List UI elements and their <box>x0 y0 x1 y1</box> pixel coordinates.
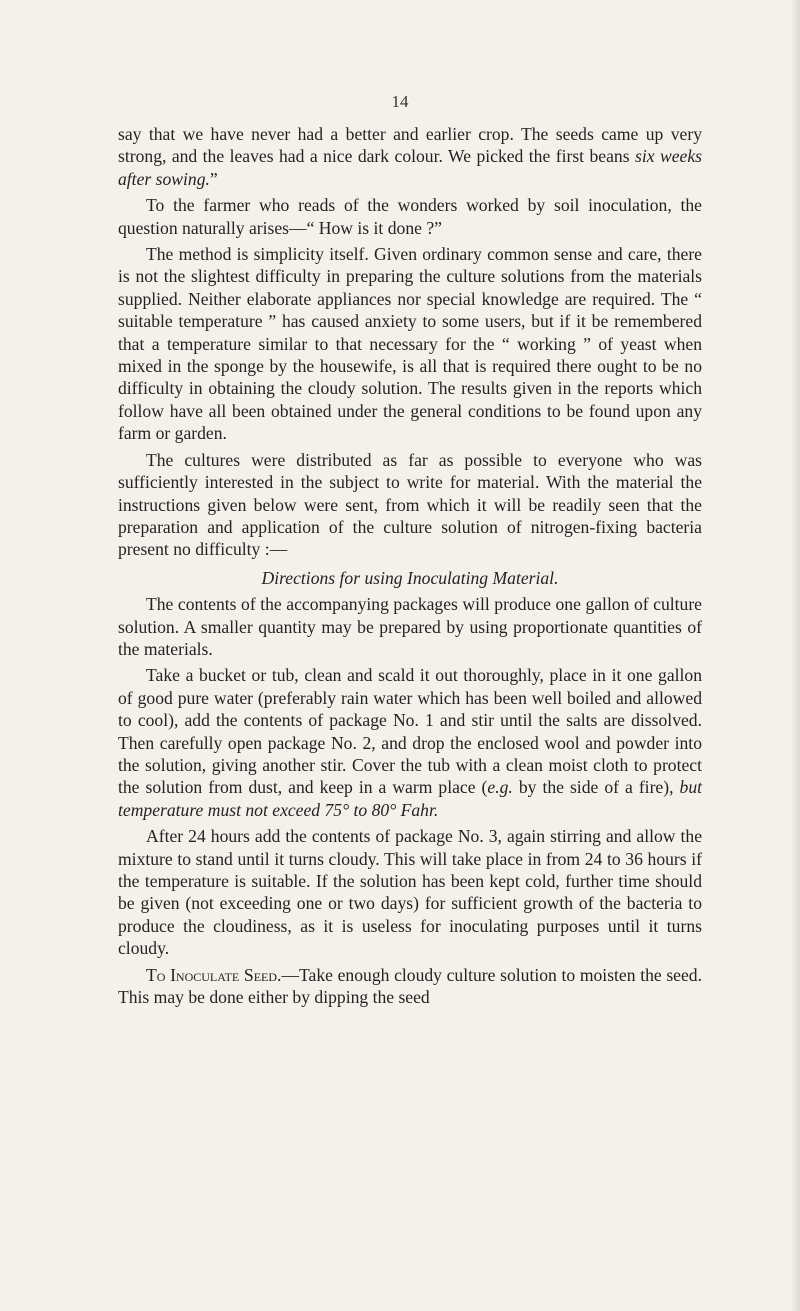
section-heading: Directions for using Inoculating Material. <box>261 567 559 588</box>
p6-text-a: Take a bucket or tub, clean and scald it out thoroughly, place in it one gallon of good pure water (preferably rain water which has been well boiled and allowed to cool), add the contents of package No. 1 and stir until the salts are dissolved. Then carefully open package No. 2, and drop the enclosed wool and powder into the solution, giving another stir. Cover the tub with a clean moist cloth to protect the solution from dust, and keep in a warm place ( <box>118 665 702 798</box>
p1-text: say that we have never had a better and earlier crop. The seeds came up very strong, and the leaves had a nice dark colour. We picked the first beans <box>118 124 702 167</box>
paragraph-preparation <box>118 664 702 821</box>
paragraph-distribution: The cultures were distributed as far as possible to everyone who was sufficiently interested in the subject to write for material. With the material the instructions given below were sent, from which it will be readily seen that the preparation and application of the culture solution of nitrogen-fixing bacteria present no difficulty :— <box>118 449 702 560</box>
body-text <box>118 123 702 1008</box>
inoculate-seed-label: To Inoculate Seed. <box>146 964 282 985</box>
paragraph-continuation <box>118 123 702 190</box>
paragraph-question: To the farmer who reads of the wonders worked by soil inoculation, the question naturally arises—“ How is it done ?” <box>118 195 702 238</box>
inoculate-seed-text: —Take enough cloudy culture solution to moisten the seed. This may be done either by dipping the seed <box>118 964 702 1008</box>
page-edge-shadow <box>790 0 800 1311</box>
p1-emphasis: six weeks after sowing. <box>118 146 702 189</box>
paragraph-after-24-hours: After 24 hours add the contents of package No. 3, again stirring and allow the mixture to stand until it turns cloudy. This will take place in from 24 to 36 hours if the temperature is suitable. If the solution has been kept cold, further time should be given (not exceeding one or two days) for sufficient growth of the bacteria to produce the cloudiness, as it is useless for inoculating purposes until it turns cloudy. <box>118 826 702 959</box>
paragraph-method: The method is simplicity itself. Given ordinary common sense and care, there is not the slightest difficulty in preparing the culture solutions from the materials supplied. Neither elaborate appliances nor special knowledge are required. The “ suitable temperature ” has caused anxiety to some users, but if it be remembered that a temperature similar to that necessary for the “ working ” of yeast when mixed in the sponge by the housewife, is all that is required there ought to be no difficulty in obtaining the cloudy solution. The results given in the reports which follow have all been obtained under the general conditions to be found upon any farm or garden. <box>118 244 702 444</box>
paragraph-contents: The contents of the accompanying packages will produce one gallon of culture solution. A smaller quantity may be prepared by using proportionate quantities of the materials. <box>118 594 702 659</box>
p6-text-b: by the side of a fire), <box>512 777 680 798</box>
paragraph-inoculate-seed <box>118 964 702 1009</box>
p6-emphasis: but temperature must not exceed 75° to 80° Fahr. <box>118 777 702 820</box>
p6-eg: e.g. <box>487 777 513 798</box>
page-number: 14 <box>391 92 409 111</box>
p1-close-quote: ” <box>209 168 218 189</box>
